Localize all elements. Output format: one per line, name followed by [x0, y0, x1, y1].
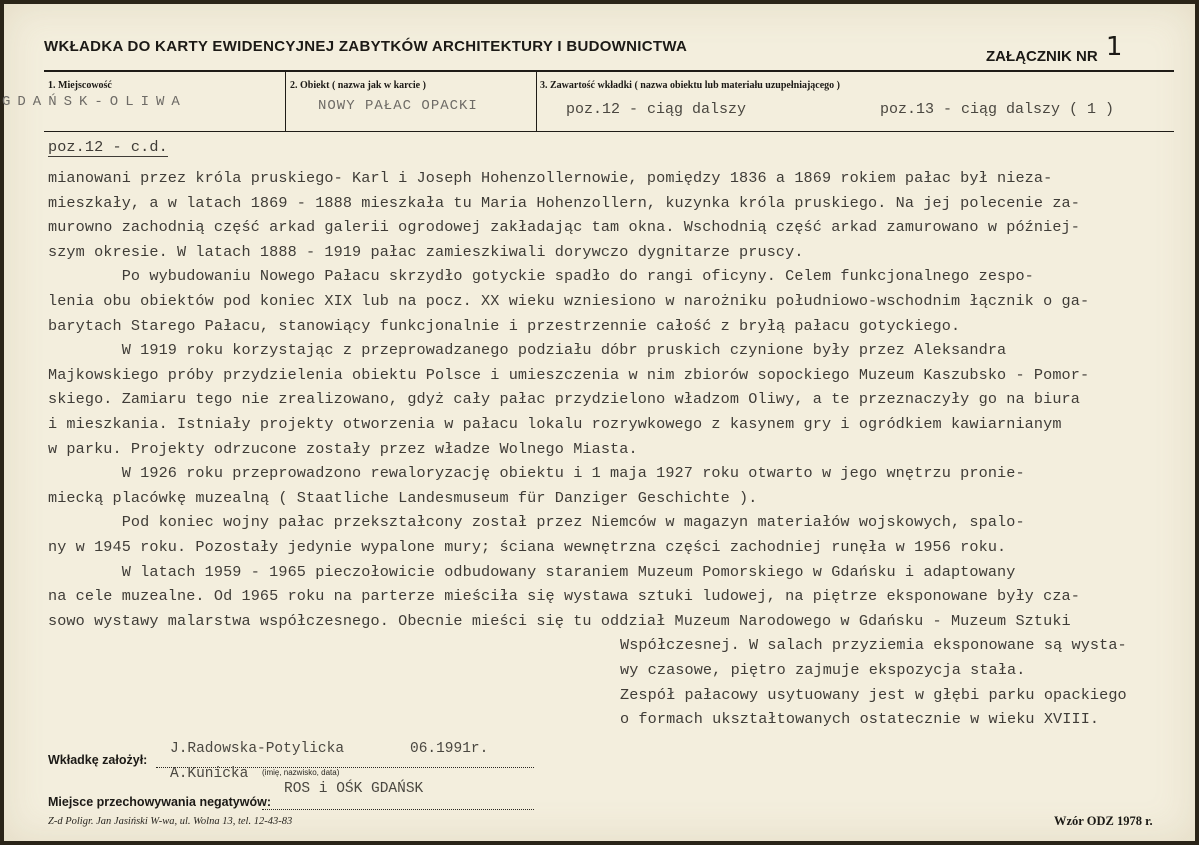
body-line: murowno zachodnią część arkad galerii ogrodowej zakładając tam okna. Wschodnią część arkad zamurowano w później- [48, 218, 1080, 237]
body-line: Po wybudowaniu Nowego Pałacu skrzydło gotyckie spadło do rangi oficyny. Celem funkcjonalnego zespo- [48, 267, 1034, 286]
attachment-number [986, 32, 1123, 68]
storage-label: Miejsce przechowywania negatywów: [48, 795, 271, 809]
body-line: mianowani przez króla pruskiego- Karl i Joseph Hohenzollernowie, pomiędzy 1836 a 1869 rokiem pałac był nieza- [48, 169, 1053, 187]
body-line: skiego. Zamiaru tego nie zrealizowano, gdyż cały pałac przydzielono władzom Oliwy, a te przeznaczyły go na biura [48, 390, 1080, 409]
body-line: w parku. Projekty odrzucone zostały przez władze Wolnego Miasta. [48, 439, 638, 458]
body-line: sowo wystawy malarstwa współczesnego. Obecnie mieści się tu oddział Muzeum Narodowego w Gdańsku - Muzeum Sztuki [48, 611, 1071, 630]
founded-label: Wkładkę założył: [48, 753, 148, 767]
object-label: 2. Obiekt ( nazwa jak w karcie ) [290, 80, 426, 91]
table-top-rule [44, 70, 1174, 72]
locality-label: 1. Miejscowość [48, 80, 112, 91]
body-line: na cele muzealne. Od 1965 roku na parterze mieściła się wystawa sztuki ludowej, na piętrze eksponowane były cza- [48, 587, 1080, 606]
body-line: Pod koniec wojny pałac przekształcony został przez Niemców w magazyn materiałów wojskowych, spalo- [48, 513, 1025, 532]
body-line: W 1919 roku korzystając z przeprowadzanego podziału dóbr pruskich czynione były przez Aleksandra [48, 341, 1007, 360]
body-line: barytach Starego Pałacu, stanowiący funkcjonalnie i przestrzennie całość z bryłą pałacu gotyckiego. [48, 316, 961, 335]
form-title: WKŁADKA DO KARTY EWIDENCYJNEJ ZABYTKÓW ARCHITEKTURY I BUDOWNICTWA [44, 38, 688, 55]
attachment-label: ZAŁĄCZNIK NR [986, 48, 1098, 65]
storage-dotted-line [262, 809, 534, 810]
body-line-right: wy czasowe, piętro zajmuje ekspozycja stała. [620, 661, 1026, 679]
object-value: NOWY PAŁAC OPACKI [318, 98, 478, 114]
author-hint: (imię, nazwisko, data) [262, 768, 340, 777]
body-line: ny w 1945 roku. Pozostały jedynie wypalone mury; ściana wewnętrzna części zachodniej runęła w 1956 roku. [48, 538, 1007, 556]
column-divider-2 [536, 70, 537, 131]
table-bottom-rule [44, 131, 1174, 132]
body-line-right: o formach ukształtowanych ostatecznie w wieku XVIII. [620, 710, 1100, 729]
body-line-right: Zespół pałacowy usytuowany jest w głębi parku opackiego [620, 685, 1127, 704]
body-line: lenia obu obiektów pod koniec XIX lub na pocz. XX wieku wzniesiono w narożniku południowo-wschodnim łącznik o ga- [48, 292, 1090, 310]
body-line: mieszkały, a w latach 1869 - 1888 mieszkała tu Maria Hohenzollern, kuzynka króla pruskiego. Na jej polecenie za- [48, 193, 1080, 212]
body-line: miecką placówkę muzealną ( Staatliche Landesmuseum für Danziger Geschichte ). [48, 488, 758, 507]
content-value-2: poz.13 - ciąg dalszy ( 1 ) [880, 101, 1115, 118]
author-2: A.Kunicka [170, 766, 249, 782]
body-line: i mieszkania. Istniały projekty otworzenia w pałacu lokalu rozrywkowego z kasynem gry i ogródkiem kawiarnianym [48, 415, 1062, 433]
locality-value: GDAŃSK-OLIWA [2, 94, 187, 110]
attachment-number-value: 1 [1105, 32, 1123, 62]
content-label: 3. Zawartość wkładki ( nazwa obiektu lub materiału uzupełniającego ) [540, 80, 841, 91]
record-card [4, 4, 1195, 841]
section-heading: poz.12 - c.d. [48, 138, 168, 156]
author-1: J.Radowska-Potylicka [170, 741, 345, 757]
column-divider-1 [285, 70, 286, 131]
form-model-label: Wzór ODZ 1978 r. [1054, 814, 1153, 828]
body-line-right: Współczesnej. W salach przyziemia eksponowane są wysta- [620, 636, 1127, 655]
printer-imprint: Z-d Poligr. Jan Jasiński W-wa, ul. Wolna 13, tel. 12-43-83 [48, 816, 293, 827]
storage-value: ROS i OŚK GDAŃSK [284, 781, 424, 797]
body-line: W latach 1959 - 1965 pieczołowicie odbudowany staraniem Muzeum Pomorskiego w Gdańsku i adaptowany [48, 562, 1016, 581]
body-line: szym okresie. W latach 1888 - 1919 pałac zamieszkiwali dorywczo dygnitarze pruscy. [48, 242, 804, 261]
body-line: W 1926 roku przeprowadzono rewaloryzację obiektu i 1 maja 1927 roku otwarto w jego wnętrzu pronie- [48, 464, 1025, 483]
body-line: Majkowskiego próby przydzielenia obiektu Polsce i umieszczenia w nim zbiorów sopockiego Muzeum Kaszubsko - Pomor- [48, 365, 1090, 384]
content-value-1: poz.12 - ciąg dalszy [566, 101, 747, 118]
date: 06.1991r. [410, 741, 489, 757]
